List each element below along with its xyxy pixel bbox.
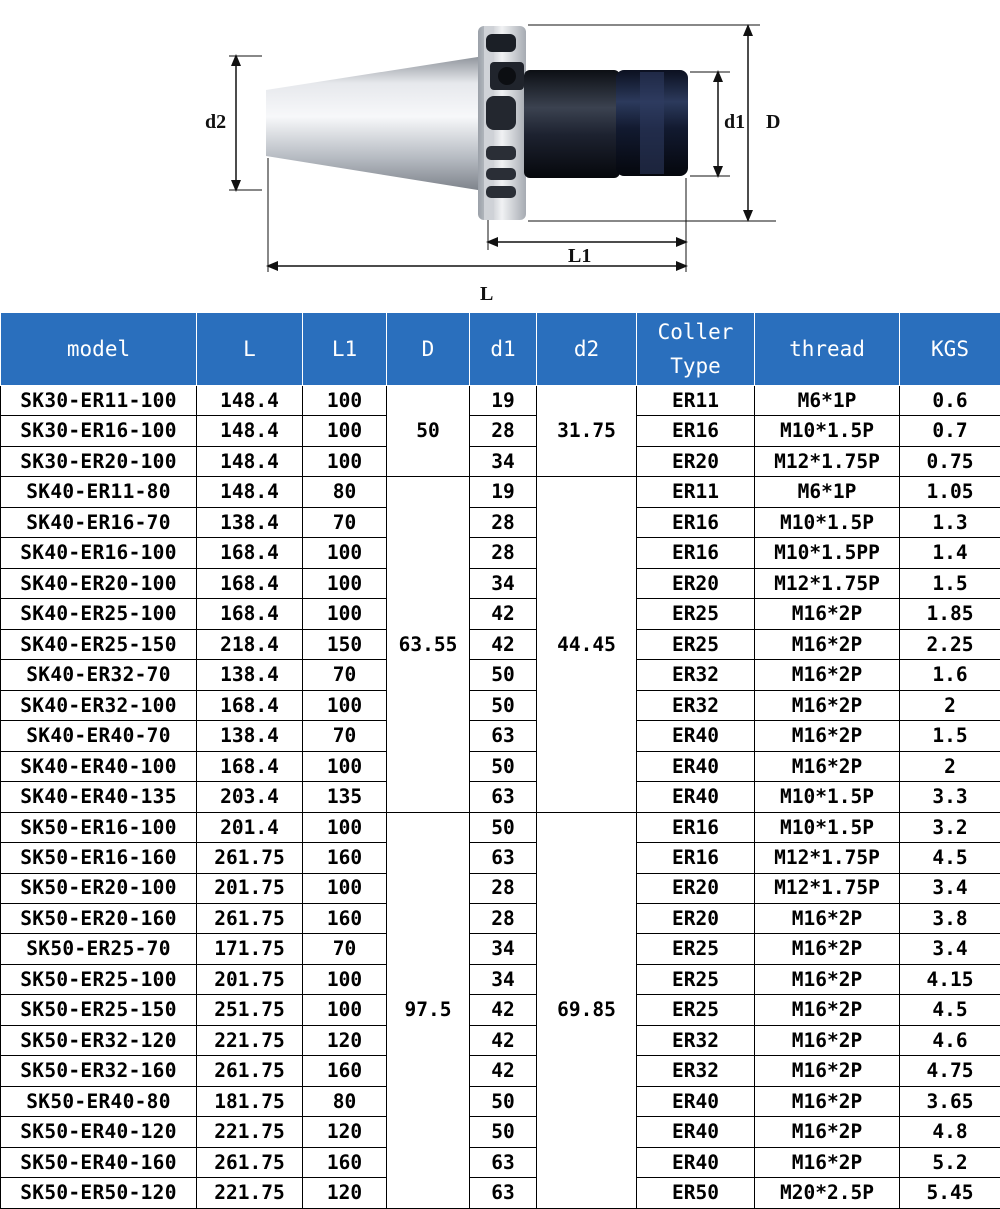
cell-kgs: 1.85 (900, 599, 1000, 629)
cell-model: SK30-ER11-100 (1, 386, 197, 416)
cell-d1: 50 (470, 751, 537, 781)
cell-thread: M6*1P (755, 386, 900, 416)
table-row (1, 1025, 1000, 1055)
cell-d1: 50 (470, 812, 537, 842)
col-header-d1: d1 (470, 313, 537, 386)
cell-L: 148.4 (197, 446, 303, 476)
cell-model: SK50-ER40-160 (1, 1147, 197, 1177)
cell-L1: 100 (303, 416, 387, 446)
cell-d1: 28 (470, 507, 537, 537)
cell-coller-type: ER25 (637, 599, 755, 629)
cell-coller-type: ER20 (637, 873, 755, 903)
cell-L1: 100 (303, 538, 387, 568)
cell-kgs: 4.8 (900, 1117, 1000, 1147)
cell-kgs: 3.4 (900, 873, 1000, 903)
col-header-L: L (197, 313, 303, 386)
cell-d2-group: 44.45 (537, 477, 637, 812)
cell-kgs: 3.4 (900, 934, 1000, 964)
holder-body (524, 70, 620, 178)
col-header-thread: thread (755, 313, 900, 386)
cell-kgs: 0.75 (900, 446, 1000, 476)
cell-d1: 63 (470, 843, 537, 873)
cell-coller-type: ER40 (637, 751, 755, 781)
cell-d1: 63 (470, 1178, 537, 1208)
cell-L: 261.75 (197, 903, 303, 933)
cell-coller-type: ER32 (637, 690, 755, 720)
table-row (1, 538, 1000, 568)
cell-L1: 100 (303, 568, 387, 598)
cell-thread: M16*2P (755, 1117, 900, 1147)
cell-coller-type: ER25 (637, 964, 755, 994)
cell-D-group: 63.55 (387, 477, 470, 812)
table-header-row (1, 313, 1000, 386)
cell-kgs: 3.3 (900, 782, 1000, 812)
table-row (1, 782, 1000, 812)
cell-coller-type: ER25 (637, 995, 755, 1025)
cell-thread: M16*2P (755, 1025, 900, 1055)
cell-thread: M10*1.5P (755, 782, 900, 812)
cell-kgs: 2 (900, 751, 1000, 781)
cell-coller-type: ER16 (637, 812, 755, 842)
cell-L1: 70 (303, 507, 387, 537)
cell-L: 251.75 (197, 995, 303, 1025)
cell-L1: 100 (303, 995, 387, 1025)
cell-kgs: 0.6 (900, 386, 1000, 416)
cell-coller-type: ER40 (637, 1086, 755, 1116)
cell-d1: 42 (470, 1056, 537, 1086)
cell-thread: M16*2P (755, 721, 900, 751)
table-row (1, 629, 1000, 659)
table-row (1, 903, 1000, 933)
cell-L: 168.4 (197, 568, 303, 598)
cell-coller-type: ER11 (637, 477, 755, 507)
cell-d1: 42 (470, 629, 537, 659)
cell-d1: 63 (470, 1147, 537, 1177)
cell-kgs: 1.05 (900, 477, 1000, 507)
cell-L1: 70 (303, 721, 387, 751)
col-header-model: model (1, 313, 197, 386)
cell-thread: M16*2P (755, 995, 900, 1025)
cell-coller-type: ER11 (637, 386, 755, 416)
cell-L1: 100 (303, 812, 387, 842)
cell-thread: M10*1.5P (755, 507, 900, 537)
cell-d1: 19 (470, 386, 537, 416)
table-row (1, 1117, 1000, 1147)
cell-d2-group: 69.85 (537, 812, 637, 1208)
cell-thread: M10*1.5P (755, 812, 900, 842)
cell-thread: M10*1.5P (755, 416, 900, 446)
cell-thread: M16*2P (755, 934, 900, 964)
cell-thread: M16*2P (755, 903, 900, 933)
cell-L1: 100 (303, 751, 387, 781)
cell-model: SK50-ER25-100 (1, 964, 197, 994)
cell-D-group: 97.5 (387, 812, 470, 1208)
cell-d1: 28 (470, 903, 537, 933)
cell-model: SK50-ER32-120 (1, 1025, 197, 1055)
cell-coller-type: ER25 (637, 934, 755, 964)
cell-d1: 28 (470, 416, 537, 446)
cell-L: 138.4 (197, 721, 303, 751)
cell-kgs: 1.5 (900, 568, 1000, 598)
cell-thread: M16*2P (755, 690, 900, 720)
cell-L1: 160 (303, 903, 387, 933)
cell-L: 221.75 (197, 1178, 303, 1208)
col-header-coller-type (637, 313, 755, 386)
cell-L1: 160 (303, 843, 387, 873)
cell-thread: M10*1.5PP (755, 538, 900, 568)
cell-kgs: 5.45 (900, 1178, 1000, 1208)
cell-coller-type: ER25 (637, 629, 755, 659)
cell-kgs: 4.75 (900, 1056, 1000, 1086)
cell-thread: M12*1.75P (755, 873, 900, 903)
tool-holder-illustration (0, 0, 1000, 312)
cell-coller-type: ER16 (637, 843, 755, 873)
cell-kgs: 3.8 (900, 903, 1000, 933)
cell-L: 261.75 (197, 843, 303, 873)
cell-d1: 63 (470, 721, 537, 751)
cell-model: SK50-ER32-160 (1, 1056, 197, 1086)
cell-thread: M16*2P (755, 660, 900, 690)
cell-model: SK40-ER16-70 (1, 507, 197, 537)
cell-L: 261.75 (197, 1056, 303, 1086)
cell-L: 168.4 (197, 538, 303, 568)
cell-L1: 120 (303, 1117, 387, 1147)
cell-kgs: 1.6 (900, 660, 1000, 690)
cell-L1: 120 (303, 1178, 387, 1208)
cell-kgs: 1.5 (900, 721, 1000, 751)
cell-d1: 50 (470, 660, 537, 690)
col-header-coller-line2: Type (670, 354, 721, 378)
cell-L1: 100 (303, 599, 387, 629)
cell-L1: 160 (303, 1056, 387, 1086)
cell-coller-type: ER20 (637, 446, 755, 476)
cell-d1: 34 (470, 934, 537, 964)
cell-model: SK50-ER20-160 (1, 903, 197, 933)
cell-thread: M16*2P (755, 599, 900, 629)
spec-table (0, 312, 1000, 1209)
cell-model: SK40-ER40-100 (1, 751, 197, 781)
cell-d2-group: 31.75 (537, 386, 637, 477)
cell-coller-type: ER50 (637, 1178, 755, 1208)
cell-thread: M12*1.75P (755, 843, 900, 873)
cell-kgs: 3.2 (900, 812, 1000, 842)
cell-d1: 34 (470, 964, 537, 994)
cell-model: SK40-ER40-70 (1, 721, 197, 751)
cell-thread: M16*2P (755, 1147, 900, 1177)
cell-coller-type: ER32 (637, 1025, 755, 1055)
cell-coller-type: ER40 (637, 1117, 755, 1147)
cell-d1: 50 (470, 690, 537, 720)
table-row (1, 721, 1000, 751)
cell-thread: M16*2P (755, 751, 900, 781)
cell-d1: 28 (470, 873, 537, 903)
table-row (1, 690, 1000, 720)
cell-L: 148.4 (197, 416, 303, 446)
cell-L: 168.4 (197, 690, 303, 720)
cell-model: SK50-ER50-120 (1, 1178, 197, 1208)
cell-model: SK40-ER16-100 (1, 538, 197, 568)
cell-kgs: 0.7 (900, 416, 1000, 446)
cell-thread: M16*2P (755, 1056, 900, 1086)
cell-thread: M20*2.5P (755, 1178, 900, 1208)
table-row (1, 812, 1000, 842)
cell-L1: 120 (303, 1025, 387, 1055)
cell-coller-type: ER32 (637, 660, 755, 690)
cell-model: SK50-ER40-80 (1, 1086, 197, 1116)
cell-kgs: 4.6 (900, 1025, 1000, 1055)
cell-L1: 80 (303, 1086, 387, 1116)
dim-label-d1: d1 (724, 111, 746, 133)
cell-thread: M6*1P (755, 477, 900, 507)
cell-d1: 34 (470, 568, 537, 598)
cell-L1: 160 (303, 1147, 387, 1177)
cell-L1: 100 (303, 386, 387, 416)
cell-model: SK50-ER40-120 (1, 1117, 197, 1147)
spec-table-body (1, 386, 1000, 1209)
cell-thread: M16*2P (755, 964, 900, 994)
cell-coller-type: ER16 (637, 416, 755, 446)
cell-L: 221.75 (197, 1117, 303, 1147)
cell-d1: 19 (470, 477, 537, 507)
cell-L1: 100 (303, 690, 387, 720)
dim-label-d2: d2 (205, 111, 227, 133)
cell-model: SK40-ER11-80 (1, 477, 197, 507)
cell-coller-type: ER16 (637, 507, 755, 537)
cell-coller-type: ER16 (637, 538, 755, 568)
col-header-D: D (387, 313, 470, 386)
cell-kgs: 4.5 (900, 843, 1000, 873)
cell-kgs: 4.5 (900, 995, 1000, 1025)
cell-kgs: 2.25 (900, 629, 1000, 659)
cell-coller-type: ER40 (637, 1147, 755, 1177)
cell-d1: 50 (470, 1117, 537, 1147)
col-header-L1: L1 (303, 313, 387, 386)
dim-label-L: L (480, 283, 494, 305)
cell-D-group: 50 (387, 386, 470, 477)
cell-L1: 150 (303, 629, 387, 659)
table-row (1, 934, 1000, 964)
cell-model: SK50-ER16-160 (1, 843, 197, 873)
cell-L1: 135 (303, 782, 387, 812)
table-row (1, 843, 1000, 873)
cell-coller-type: ER40 (637, 782, 755, 812)
cell-d1: 34 (470, 446, 537, 476)
cell-thread: M12*1.75P (755, 446, 900, 476)
cell-model: SK50-ER16-100 (1, 812, 197, 842)
cell-kgs: 3.65 (900, 1086, 1000, 1116)
table-row (1, 1178, 1000, 1208)
cell-model: SK50-ER20-100 (1, 873, 197, 903)
table-row (1, 477, 1000, 507)
cell-L: 138.4 (197, 660, 303, 690)
col-header-d2: d2 (537, 313, 637, 386)
cell-L: 261.75 (197, 1147, 303, 1177)
tool-holder-drawing (0, 0, 1000, 312)
cell-d1: 50 (470, 1086, 537, 1116)
table-row (1, 568, 1000, 598)
cell-L1: 70 (303, 660, 387, 690)
table-row (1, 386, 1000, 416)
cell-thread: M16*2P (755, 1086, 900, 1116)
cell-L: 168.4 (197, 751, 303, 781)
cell-coller-type: ER20 (637, 568, 755, 598)
cell-d1: 42 (470, 599, 537, 629)
cell-L: 171.75 (197, 934, 303, 964)
table-row (1, 1147, 1000, 1177)
cell-model: SK30-ER20-100 (1, 446, 197, 476)
table-row (1, 660, 1000, 690)
table-row (1, 507, 1000, 537)
cell-L: 138.4 (197, 507, 303, 537)
cell-L: 181.75 (197, 1086, 303, 1116)
cell-L1: 100 (303, 964, 387, 994)
cell-coller-type: ER32 (637, 1056, 755, 1086)
cell-kgs: 1.3 (900, 507, 1000, 537)
cell-L: 148.4 (197, 386, 303, 416)
table-row (1, 446, 1000, 476)
cell-L: 201.75 (197, 964, 303, 994)
taper-shank (266, 56, 484, 191)
col-header-kgs: KGS (900, 313, 1000, 386)
cell-d1: 28 (470, 538, 537, 568)
cell-d1: 42 (470, 995, 537, 1025)
cell-model: SK30-ER16-100 (1, 416, 197, 446)
cell-L: 201.75 (197, 873, 303, 903)
table-row (1, 599, 1000, 629)
cell-L1: 70 (303, 934, 387, 964)
table-row (1, 751, 1000, 781)
cell-L: 148.4 (197, 477, 303, 507)
cell-model: SK40-ER32-100 (1, 690, 197, 720)
dim-label-L1: L1 (568, 245, 592, 267)
table-row (1, 995, 1000, 1025)
cell-coller-type: ER20 (637, 903, 755, 933)
cell-kgs: 5.2 (900, 1147, 1000, 1177)
cell-kgs: 1.4 (900, 538, 1000, 568)
table-row (1, 1086, 1000, 1116)
table-row (1, 1056, 1000, 1086)
cell-model: SK40-ER32-70 (1, 660, 197, 690)
cell-coller-type: ER40 (637, 721, 755, 751)
cell-L: 201.4 (197, 812, 303, 842)
cell-model: SK40-ER40-135 (1, 782, 197, 812)
cell-model: SK50-ER25-70 (1, 934, 197, 964)
dim-label-D: D (766, 111, 781, 133)
cell-L: 218.4 (197, 629, 303, 659)
cell-L1: 100 (303, 873, 387, 903)
cell-d1: 63 (470, 782, 537, 812)
cell-L: 221.75 (197, 1025, 303, 1055)
cell-L1: 80 (303, 477, 387, 507)
cell-model: SK40-ER25-100 (1, 599, 197, 629)
cell-thread: M12*1.75P (755, 568, 900, 598)
cell-model: SK40-ER25-150 (1, 629, 197, 659)
cell-L: 203.4 (197, 782, 303, 812)
cell-model: SK50-ER25-150 (1, 995, 197, 1025)
cell-thread: M16*2P (755, 629, 900, 659)
cell-d1: 42 (470, 1025, 537, 1055)
col-header-coller-line1: Coller (657, 320, 734, 344)
cell-L: 168.4 (197, 599, 303, 629)
table-row (1, 873, 1000, 903)
cell-model: SK40-ER20-100 (1, 568, 197, 598)
table-row (1, 416, 1000, 446)
cell-kgs: 4.15 (900, 964, 1000, 994)
table-row (1, 964, 1000, 994)
cell-kgs: 2 (900, 690, 1000, 720)
cell-L1: 100 (303, 446, 387, 476)
